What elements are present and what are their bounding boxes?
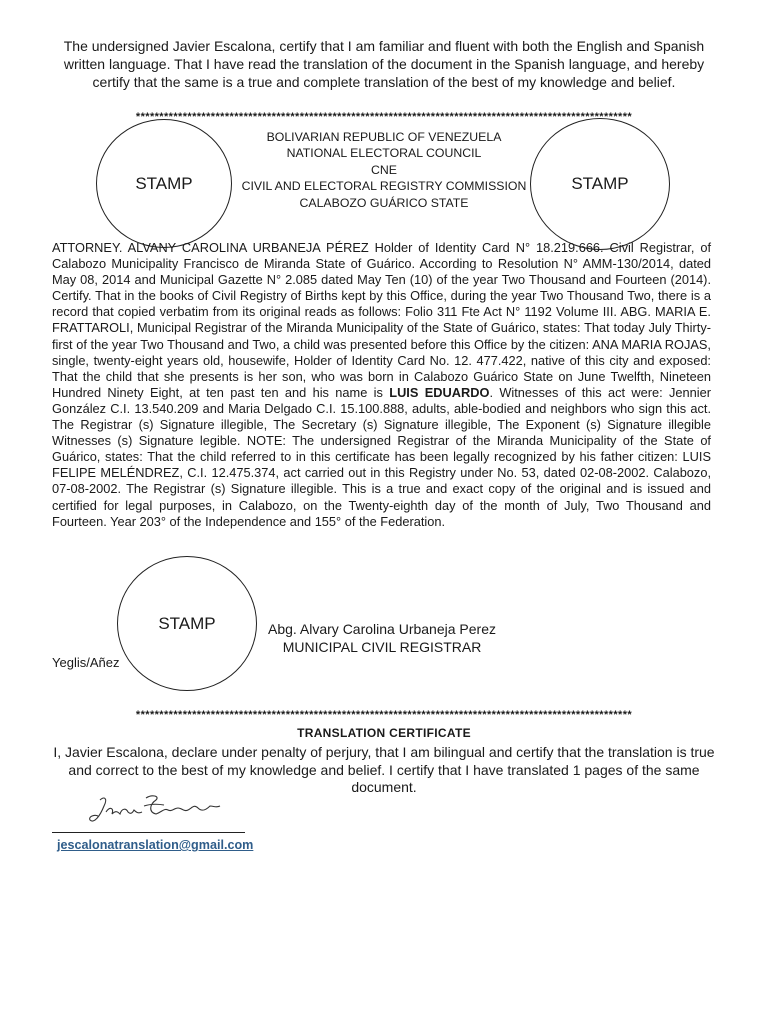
child-name: LUIS EDUARDO (389, 384, 490, 400)
stamp-left (96, 119, 232, 248)
stamp-right (530, 118, 670, 250)
signature-line (52, 832, 245, 833)
document-heading (230, 129, 538, 211)
heading-commission: CIVIL AND ELECTORAL REGISTRY COMMISSION (241, 179, 527, 194)
body-text-part2: . Witnesses of this act were: Jennier González C.I. 13.540.209 and Maria Delgado C.I. 15.100.888, adults, able-bodied and neighbors who sign this act. The Registrar (s) Signature illegible, The Secretary (s) Signature illegible, The Exponent (s) Signature illegible Witnesses (s) Signature legible. NOTE: The undersigned Registrar of the Miranda Municipality of the State of Guárico, states: That the child referred to in this certificate has been legally recognized by his father citizen: LUIS FELIPE MELÉNDREZ, C.I. 12.475.374, act carried out in this Registry under No. 53, dated 02-08-2002. Calabozo, 07-08-2002. The Registrar (s) Signature illegible. This is a true and exact copy of the original and is issued and certified for legal purposes, in Calabozo, on the Twenty-eighth day of the month of July, Two Thousand and Fourteen. Year 203° of the Independence and 155° of the Federation. (52, 384, 711, 529)
heading-council: NATIONAL ELECTORAL COUNCIL (286, 146, 482, 161)
stamp-bottom (117, 556, 257, 691)
certificate-body (52, 240, 711, 530)
translation-certificate-text: I, Javier Escalona, declare under penalty of perjury, that I am bilingual and certify that the translation is true and correct to the best of my knowledge and belief. I certify that I have translated 1 pages of the same document. (53, 744, 715, 795)
heading-state: CALABOZO GUÁRICO STATE (299, 195, 469, 210)
heading-country: BOLIVARIAN REPUBLIC OF VENEZUELA (266, 130, 502, 144)
registrar-name: Abg. Alvary Carolina Urbaneja Perez (267, 621, 496, 637)
separator-line-2: ********************************************************************************************************** (135, 710, 633, 720)
stamp-bottom-label: STAMP (158, 613, 216, 633)
translator-declaration: The undersigned Javier Escalona, certify that I am familiar and fluent with both the English and Spanish written language. That I have read the translation of the document in the Spanish language, and hereby certify that the same is a true and complete translation of the best of my knowledge and belief. (63, 38, 705, 90)
stamp-right-label: STAMP (571, 174, 629, 193)
translator-email-link[interactable]: jescalonatranslation@gmail.com (57, 838, 254, 852)
stamp-left-label: STAMP (135, 173, 193, 193)
separator-line: ********************************************************************************************************** (135, 112, 633, 122)
translation-certificate-title: TRANSLATION CERTIFICATE (297, 726, 471, 740)
registrar-title: MUNICIPAL CIVIL REGISTRAR (282, 639, 482, 655)
body-text-part1: ATTORNEY. ALVANY CAROLINA URBANEJA PÉREZ Holder of Identity Card N° 18.219.666. Civil Registrar, of Calabozo Municipality Francisco de Miranda State of Guárico. According to Resolution N° AMM-130/2014, dated May 08, 2014 and Municipal Gazette N° 2.085 dated May Ten (10) of the year Two Thousand and Fourteen (2014). Certify. That in the books of Civil Registry of Births kept by this Office, during the year Two Thousand Two, there is a record that copied verbatim from its original reads as follows: Folio 311 Fte Act N° 1192 Volume III. ABG. MARIA E. FRATTAROLI, Municipal Registrar of the Miranda Municipality of the State of Guárico, states: That today July Thirty-first of the year Two Thousand and Two, a child was presented before this Office by the citizen: ANA MARIA ROJAS, single, twenty-eight years old, housewife, Holder of Identity Card No. 12. 477.422, native of this city and exposed: That the child that she presents is her son, who was born in Calabozo Guárico State on June Twelfth, Nineteen Hundred Ninety Eight, at ten past ten and his name is (52, 240, 711, 400)
registrar-signature-block (262, 620, 502, 656)
translator-signature (86, 792, 228, 830)
typist-initials: Yeglis/Añez (52, 655, 120, 670)
heading-acronym: CNE (371, 162, 397, 177)
